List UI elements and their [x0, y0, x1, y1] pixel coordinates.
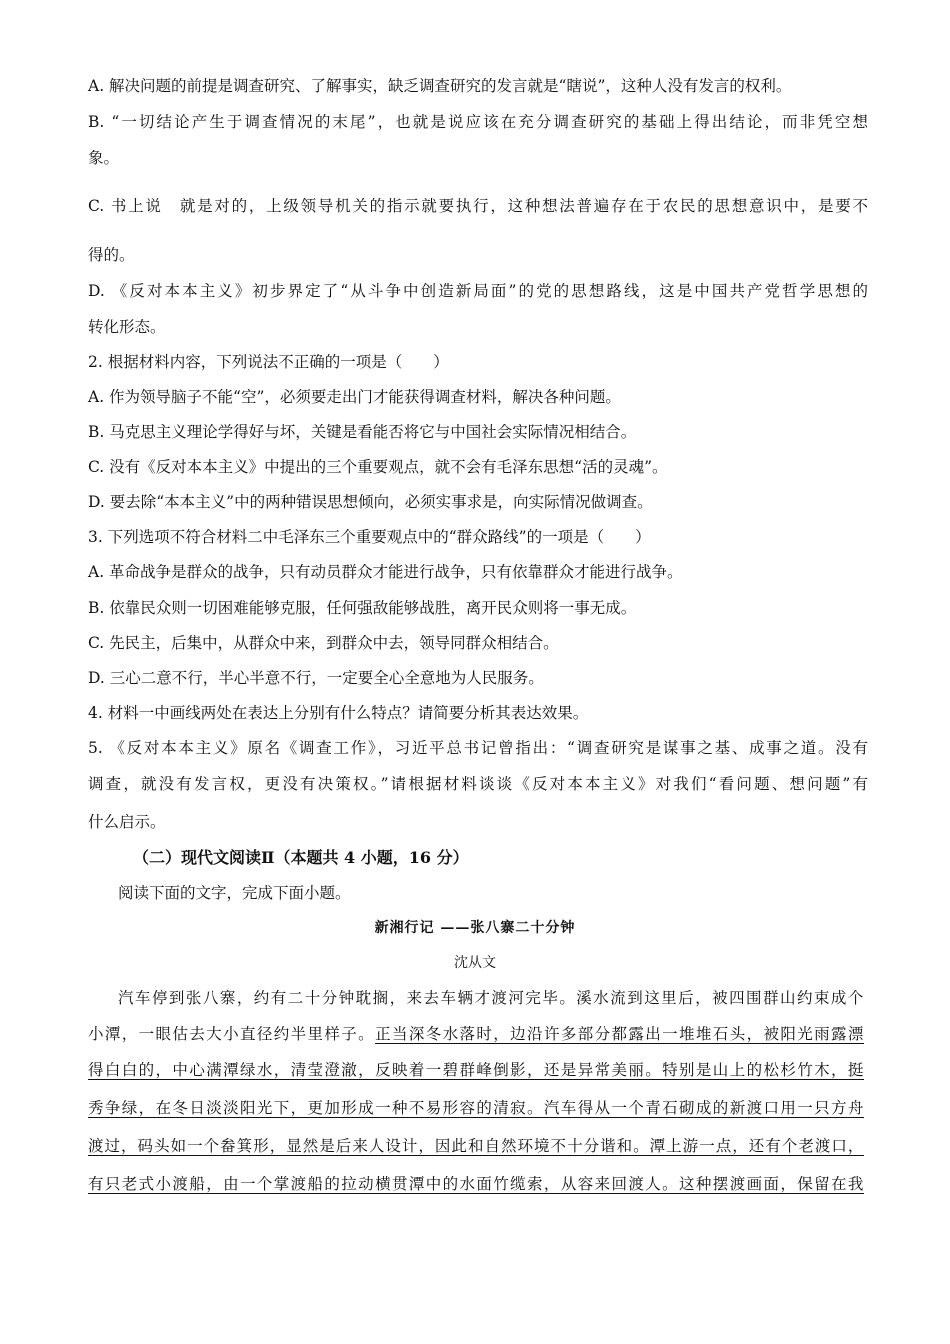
passage-line-6-plain: 这种摆渡画面，保留在我 — [679, 1175, 864, 1193]
q2-option-a: A. 作为领导脑子不能“空”，必须要走出门才能获得调查材料，解决各种问题。 — [88, 388, 621, 406]
passage-line-6-underlined: 有只老式小渡船，由一个掌渡船的拉动横贯潭中的水面竹缆索，从容来回渡人。 — [88, 1175, 680, 1193]
q1-option-c-line1: C. 书上说 就是对的，上级领导机关的指示就要执行，这种想法普遍存在于农民的思想意识中，是要不 — [88, 197, 868, 215]
q3-option-d: D. 三心二意不行，半心半意不行，一定要全心全意地为人民服务。 — [88, 669, 544, 687]
q1-option-b-line1: B. “一切结论产生于调查情况的末尾”，也就是说应该在充分调查研究的基础上得出结论，而非凭空想 — [88, 113, 868, 131]
q4-stem: 4. 材料一中画线两处在表达上分别有什么特点？请简要分析其表达效果。 — [88, 704, 589, 722]
passage-line-2-plain: 小潭，一眼估去大小直径约半里样子。 — [88, 1025, 376, 1043]
q3-option-b: B. 依靠民众则一切困难能够克服，任何强敌能够战胜，离开民众则将一事无成。 — [88, 599, 637, 617]
q5-line1: 5. 《反对本本主义》原名《调查工作》，习近平总书记曾指出：“调查研究是谋事之基、成事之道。没有 — [88, 739, 868, 757]
q1-option-c-line2: 得的。 — [88, 246, 135, 264]
q5-line3: 什么启示。 — [88, 813, 166, 831]
q2-stem: 2. 根据材料内容，下列说法不正确的一项是（ ） — [88, 353, 449, 371]
passage-line-5 — [88, 1136, 864, 1156]
q3-option-c: C. 先民主，后集中，从群众中来，到群众中去，领导同群众相结合。 — [88, 634, 559, 652]
q3-option-a: A. 革命战争是群众的战争，只有动员群众才能进行战争，只有依靠群众才能进行战争。 — [88, 563, 683, 581]
article-title: 新湘行记 ——张八寨二十分钟 — [374, 920, 576, 936]
q1-option-b-line2: 象。 — [88, 149, 120, 167]
passage-line-2 — [88, 1024, 864, 1044]
q3-stem: 3. 下列选项不符合材料二中毛泽东三个重要观点中的“群众路线”的一项是（ ） — [88, 528, 651, 546]
passage-line-3-underlined: 得白白的，中心满潭绿水，清莹澄澈，反映着一碧群峰倒影，还是异常美丽。特别是山上的松杉竹木，挺 — [88, 1061, 864, 1079]
passage-line-4-underlined — [88, 1098, 864, 1118]
section-heading: （二）现代文阅读Ⅱ（本题共 4 小题，16 分） — [133, 848, 469, 867]
reading-instruction: 阅读下面的文字，完成下面小题。 — [118, 884, 351, 902]
q5-line2: 调查，就没有发言权，更没有决策权。”请根据材料谈谈《反对本本主义》对我们“看问题、想问题”有 — [88, 775, 868, 793]
article-author: 沈从文 — [454, 955, 496, 971]
passage-line-4-text: 秀争绿，在冬日淡淡阳光下，更加形成一种不易形容的清寂。汽车得从一个青石砌成的新渡口用一只方舟 — [88, 1099, 864, 1117]
passage-line-1: 汽车停到张八寨，约有二十分钟耽搁，来去车辆才渡河完毕。溪水流到这里后，被四围群山约束成个 — [118, 989, 864, 1007]
passage-line-2-underlined: 正当深冬水落时，边沿许多部分都露出一堆堆石头，被阳光雨露漂 — [375, 1025, 865, 1043]
q1-option-d-line2: 转化形态。 — [88, 318, 166, 336]
passage-line-5-text: 渡过，码头如一个畚箕形，显然是后来人设计，因此和自然环境不十分谐和。潭上游一点，还有个老渡口， — [88, 1137, 864, 1155]
q2-option-c: C. 没有《反对本本主义》中提出的三个重要观点，就不会有毛泽东思想“活的灵魂”。 — [88, 458, 668, 476]
q2-option-d: D. 要去除“本本主义”中的两种错误思想倾向，必须实事求是，向实际情况做调查。 — [88, 493, 653, 511]
q2-option-b: B. 马克思主义理论学得好与坏，关键是看能否将它与中国社会实际情况相结合。 — [88, 423, 637, 441]
q1-option-d-line1: D. 《反对本本主义》初步界定了“从斗争中创造新局面”的党的思想路线，这是中国共产党哲学思想的 — [88, 282, 868, 300]
q1-option-a: A. 解决问题的前提是调查研究、了解事实，缺乏调查研究的发言就是“瞎说”，这种人没有发言的权利。 — [88, 77, 792, 95]
passage-line-6 — [88, 1174, 864, 1194]
